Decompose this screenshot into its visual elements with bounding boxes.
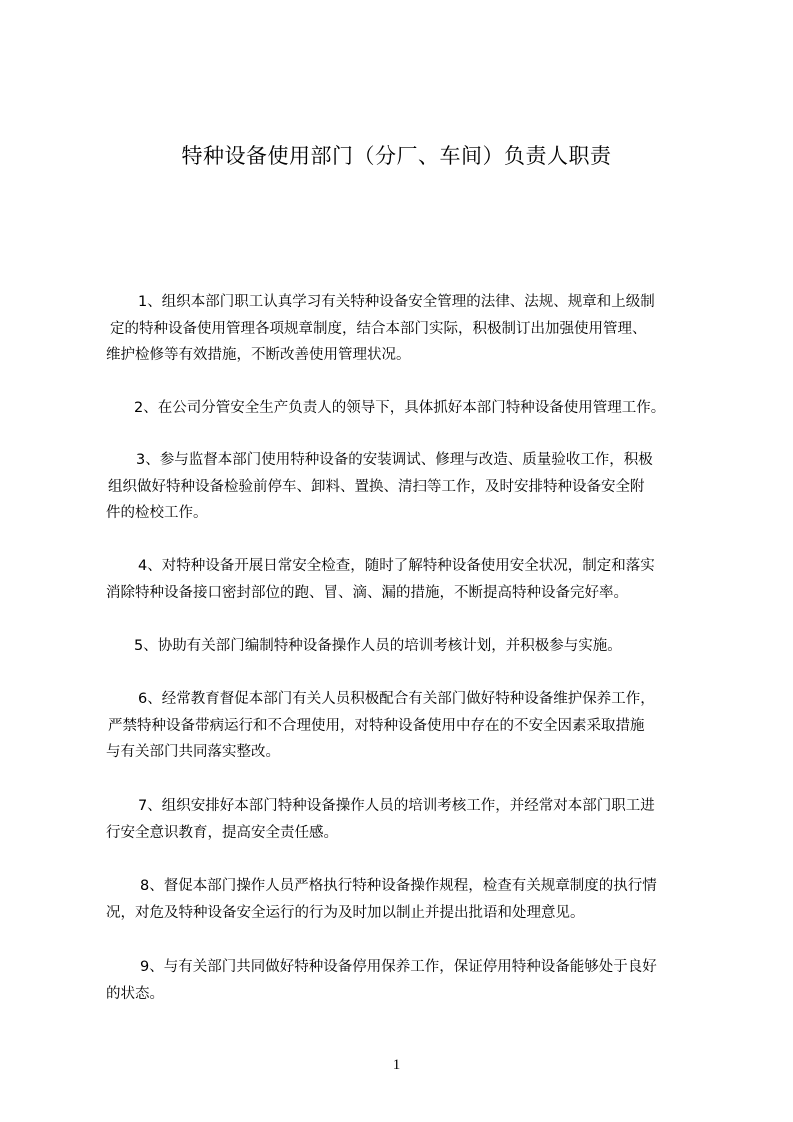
paragraph-line: 7、组织安排好本部门特种设备操作人员的培训考核工作，并经常对本部门职工进 bbox=[138, 798, 655, 814]
paragraph-line: 9、与有关部门共同做好特种设备停用保养工作，保证停用特种设备能够处于良好 bbox=[140, 959, 657, 975]
document-title: 特种设备使用部门（分厂、车间）负责人职责 bbox=[181, 144, 612, 168]
paragraph-line: 维护检修等有效措施，不断改善使用管理状况。 bbox=[106, 347, 411, 363]
paragraph-line: 定的特种设备使用管理各项规章制度，结合本部门实际，积极制订出加强使用管理、 bbox=[110, 321, 647, 337]
paragraph-line: 行安全意识教育，提高安全责任感。 bbox=[106, 825, 338, 841]
paragraph-line: 3、参与监督本部门使用特种设备的安装调试、修理与改造、质量验收工作，积极 bbox=[136, 452, 653, 468]
paragraph-line: 与有关部门共同落实整改。 bbox=[106, 744, 280, 760]
paragraph-line: 严禁特种设备带病运行和不合理使用，对特种设备使用中存在的不安全因素采取措施 bbox=[108, 718, 645, 734]
paragraph-line: 消除特种设备接口密封部位的跑、冒、滴、漏的措施，不断提高特种设备完好率。 bbox=[106, 585, 628, 601]
paragraph-line: 况，对危及特种设备安全运行的行为及时加以制止并提出批语和处理意见。 bbox=[106, 905, 585, 921]
paragraph-line: 的状态。 bbox=[106, 986, 164, 1002]
paragraph-line: 1、组织本部门职工认真学习有关特种设备安全管理的法律、法规、规章和上级制 bbox=[138, 294, 655, 310]
paragraph-line: 4、对特种设备开展日常安全检查，随时了解特种设备使用安全状况，制定和落实 bbox=[138, 558, 655, 574]
paragraph-line: 6、经常教育督促本部门有关人员积极配合有关部门做好特种设备维护保养工作， bbox=[138, 691, 655, 707]
paragraph-line: 件的检校工作。 bbox=[106, 505, 208, 521]
page-number: 1 bbox=[392, 1057, 401, 1073]
paragraph-line: 8、督促本部门操作人员严格执行特种设备操作规程，检查有关规章制度的执行情 bbox=[140, 878, 657, 894]
paragraph-line: 组织做好特种设备检验前停车、卸料、置换、清扫等工作，及时安排特种设备安全附 bbox=[108, 479, 645, 495]
paragraph-line: 5、协助有关部门编制特种设备操作人员的培训考核计划，并积极参与实施。 bbox=[134, 638, 622, 654]
paragraph-line: 2、在公司分管安全生产负责人的领导下，具体抓好本部门特种设备使用管理工作。 bbox=[134, 400, 666, 416]
